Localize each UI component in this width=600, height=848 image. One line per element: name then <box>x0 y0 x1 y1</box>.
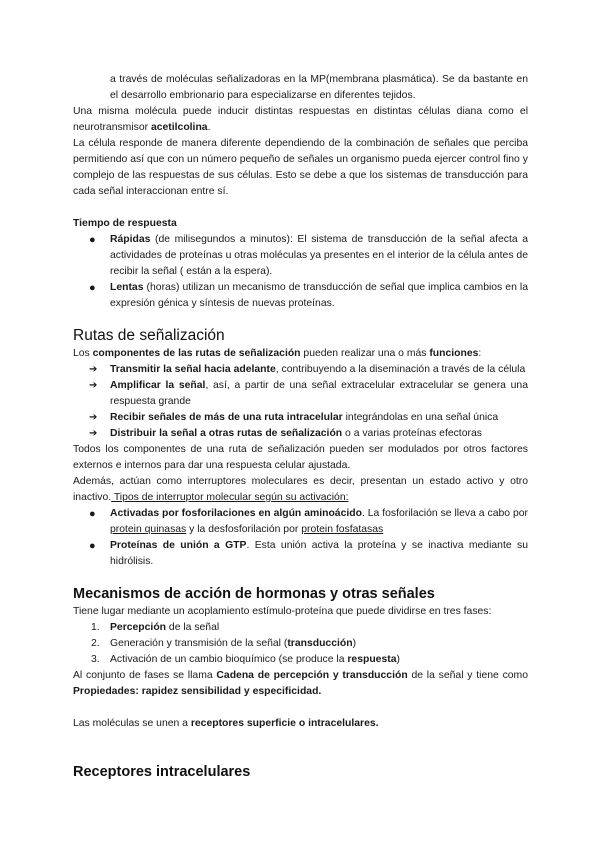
text: integrándolas en una señal única <box>342 412 499 423</box>
list-item <box>73 506 528 538</box>
mecanismos-heading: Mecanismos de acción de hormonas y otras señales <box>73 586 435 602</box>
list-number: 3. <box>91 654 100 665</box>
list-item <box>73 362 528 378</box>
bullet-icon: ● <box>89 234 96 246</box>
text: Las moléculas se unen a <box>73 718 191 729</box>
bold-term: Lentas <box>110 282 144 293</box>
text: , así, a partir de una señal extracelular extracelular se genera una respuesta grande <box>110 380 528 407</box>
bullet-icon: ● <box>89 540 96 552</box>
bold-term: Cadena de percepción y transducción <box>216 670 408 681</box>
rutas-heading: Rutas de señalización <box>73 327 225 344</box>
text: : <box>478 348 482 359</box>
modulation-paragraph: Todos los componentes de una ruta de señalización pueden ser modulados por otros factores externos e internos para dar una respuesta celular ajustada. <box>73 444 528 471</box>
list-item <box>73 538 528 570</box>
bold-term: funciones <box>429 348 479 359</box>
continued-paragraph: a través de moléculas señalizadoras en la MP(membrana plasmática). Se da bastante en el desarrollo embrionario para especializarse en diferentes tejidos. <box>110 74 528 101</box>
switch-types-list <box>73 506 528 570</box>
list-item <box>73 426 528 442</box>
rutas-intro <box>73 346 528 362</box>
list-item <box>73 620 528 636</box>
text: . La fosforilación se lleva a cabo por <box>361 508 528 519</box>
arrow-icon: ➔ <box>89 428 98 439</box>
bold-term: Percepción <box>110 622 167 633</box>
list-item <box>73 636 528 652</box>
text: . <box>207 122 211 133</box>
underlined-term: protein fosfatasas <box>301 524 384 535</box>
bold-term: Amplificar la señal <box>110 380 206 391</box>
arrow-icon: ➔ <box>89 380 98 391</box>
text: (de milisegundos a minutos): El sistema de transducción de la señal afecta a actividades de proteínas u otras moléculas ya presentes en el interior de la célula antes de recibir la señal ( están a la espera). <box>110 234 528 277</box>
text: Al conjunto de fases se llama <box>73 670 217 681</box>
bold-term: Rápidas <box>110 234 151 245</box>
text: y la desfosforilación por <box>186 524 302 535</box>
list-number: 2. <box>91 638 100 649</box>
document-page <box>73 72 528 782</box>
combination-paragraph: La célula responde de manera diferente dependiendo de la combinación de señales que perciba permitiendo así que con un número pequeño de señales un organismo pueda ejercer control fino y complejo de las respuestas de sus células. Esto se debe a que los sistemas de transducción para cada señal interaccionan entre sí. <box>73 138 528 197</box>
text: Los <box>73 348 93 359</box>
bold-term: Recibir señales de más de una ruta intracelular <box>110 412 343 423</box>
text: Activación de un cambio bioquímico (se produce la <box>110 654 348 665</box>
text: , contribuyendo a la diseminación a través de la célula <box>275 364 526 375</box>
underlined-term: protein quinasas <box>110 524 187 535</box>
bold-term: Transmitir la señal hacia adelante <box>110 364 276 375</box>
arrow-icon: ➔ <box>89 364 98 375</box>
bold-term: Propiedades: rapidez sensibilidad y especificidad. <box>73 686 322 697</box>
text: ) <box>396 654 400 665</box>
list-item <box>73 232 528 280</box>
text: (horas) utilizan un mecanismo de transducción de señal que implica cambios en la expresión génica y síntesis de nuevas proteínas. <box>110 282 528 309</box>
text: de la señal y tiene como <box>407 670 528 681</box>
text: . Esta unión activa la proteína y se inactiva mediante su hidrólisis. <box>110 540 528 567</box>
text: o a varias proteínas efectoras <box>342 428 482 439</box>
list-item <box>73 652 528 668</box>
bold-term: respuesta <box>347 654 397 665</box>
bullet-icon: ● <box>89 282 96 294</box>
rutas-functions-list <box>73 362 528 442</box>
chain-paragraph <box>73 668 528 700</box>
text: Además, actúan como interruptores moleculares es decir, presentan un estado activo y otro inactivo. <box>73 476 528 503</box>
tiempo-heading: Tiempo de respuesta <box>73 218 177 229</box>
bullet-icon: ● <box>89 508 96 520</box>
mecanismos-intro: Tiene lugar mediante un acoplamiento estímulo-proteína que puede dividirse en tres fases: <box>73 606 492 617</box>
bold-term: acetilcolina <box>150 122 208 133</box>
receptors-paragraph <box>73 716 528 732</box>
switch-paragraph <box>73 474 528 506</box>
bold-term: Activadas por fosforilaciones en algún aminoácido <box>110 508 362 519</box>
bold-term: Distribuir la señal a otras rutas de señalización <box>110 428 343 439</box>
list-item <box>73 410 528 426</box>
receptores-heading: Receptores intracelulares <box>73 764 251 780</box>
text: de la señal <box>166 622 220 633</box>
list-item <box>73 378 528 410</box>
phases-list <box>73 620 528 668</box>
list-item <box>73 280 528 312</box>
bold-term: transducción <box>287 638 353 649</box>
bold-term: componentes de las rutas de señalización <box>92 348 301 359</box>
underlined-text: Tipos de interruptor molecular según su activación: <box>111 492 349 503</box>
text: pueden realizar una o más <box>300 348 430 359</box>
tiempo-list <box>73 232 528 312</box>
text: ) <box>352 638 357 649</box>
text: Una misma molécula puede inducir distintas respuestas en distintas células diana como el neurotransmisor <box>73 106 528 133</box>
acetilcolina-paragraph <box>73 104 528 136</box>
bold-term: Proteínas de unión a GTP <box>110 540 247 551</box>
bold-term: receptores superficie o intracelulares. <box>190 718 379 729</box>
text: Generación y transmisión de la señal ( <box>110 638 288 649</box>
arrow-icon: ➔ <box>89 412 98 423</box>
list-number: 1. <box>91 622 100 633</box>
